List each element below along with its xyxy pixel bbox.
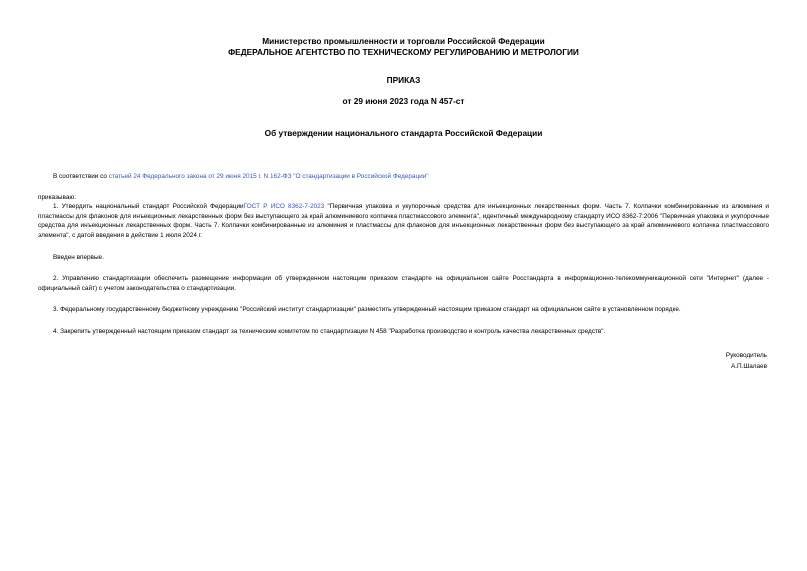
signature-name: А.П.Шалаев — [730, 362, 767, 370]
agency-name: ФЕДЕРАЛЬНОЕ АГЕНТСТВО ПО ТЕХНИЧЕСКОМУ РЕГУЛИРОВАНИЮ И МЕТРОЛОГИИ — [228, 47, 579, 57]
basis-paragraph — [38, 172, 769, 182]
item-1-prefix: 1. Утвердить национальный стандарт Российской Федерации — [53, 203, 244, 211]
prikazyvayu-text: приказываю: — [38, 193, 76, 201]
intro-note: Введен впервые. — [53, 253, 104, 261]
item-1-paragraph — [38, 202, 769, 240]
item-3-paragraph: 3. Федеральному государственному бюджетному учреждению "Российский институт стандартизации" разместить утвержденный настоящим приказом стандарт на официальном сайте в установленном порядке. — [53, 306, 681, 314]
basis-prefix: В соответствии со — [53, 173, 109, 180]
ministry-name: Министерство промышленности и торговли Российской Федерации — [262, 36, 545, 46]
item-4-paragraph: 4. Закрепить утвержденный настоящим приказом стандарт за техническим комитетом по стандартизации N 458 "Разработка производство и контроль качества лекарственных средств". — [53, 327, 606, 335]
gost-link[interactable]: ГОСТ Р ИСО 8362-7-2023 — [243, 203, 325, 211]
order-subject: Об утверждении национального стандарта Российской Федерации — [264, 128, 543, 138]
signature-title: Руководитель — [725, 352, 767, 359]
doc-type: ПРИКАЗ — [386, 75, 421, 85]
order-date-number: от 29 июня 2023 года N 457-ст — [342, 96, 465, 106]
item-1-text: "Первичная упаковка и укупорочные средства для инъекционных лекарственных форм. Часть 7. Колпачки комбинированные из алюминия и пластмассы для флаконов для инъекционных лекарственных форм без выступающего за край алюминиевого колпачка пластмассового элемента", идентичный международному стандарту ИСО 8362-7:2006 "Первичная упаковка и укупорочные средства для инъекционных лекарственных форм. Часть 7. Колпачки комбинированные из алюминия и пластмассы для флаконов для инъекционных лекарственных форм без выступающего за край алюминиевого колпачка пластмассового элемента", с датой введения в действие 1 июля 2024 г. — [38, 203, 769, 239]
item-2-paragraph: 2. Управлению стандартизации обеспечить размещение информации об утвержденном настоящим приказом стандарте на официальном сайте Росстандарта в информационно-телекоммуникационной сети "Интернет" (далее - официальный сайт) с учетом законодательства о стандартизации. — [38, 275, 769, 292]
signature-block — [726, 351, 767, 372]
federal-law-link[interactable]: статьей 24 Федерального закона от 29 июня 2015 г. N 162-ФЗ "О стандартизации в Российской Федерации" — [108, 173, 429, 180]
